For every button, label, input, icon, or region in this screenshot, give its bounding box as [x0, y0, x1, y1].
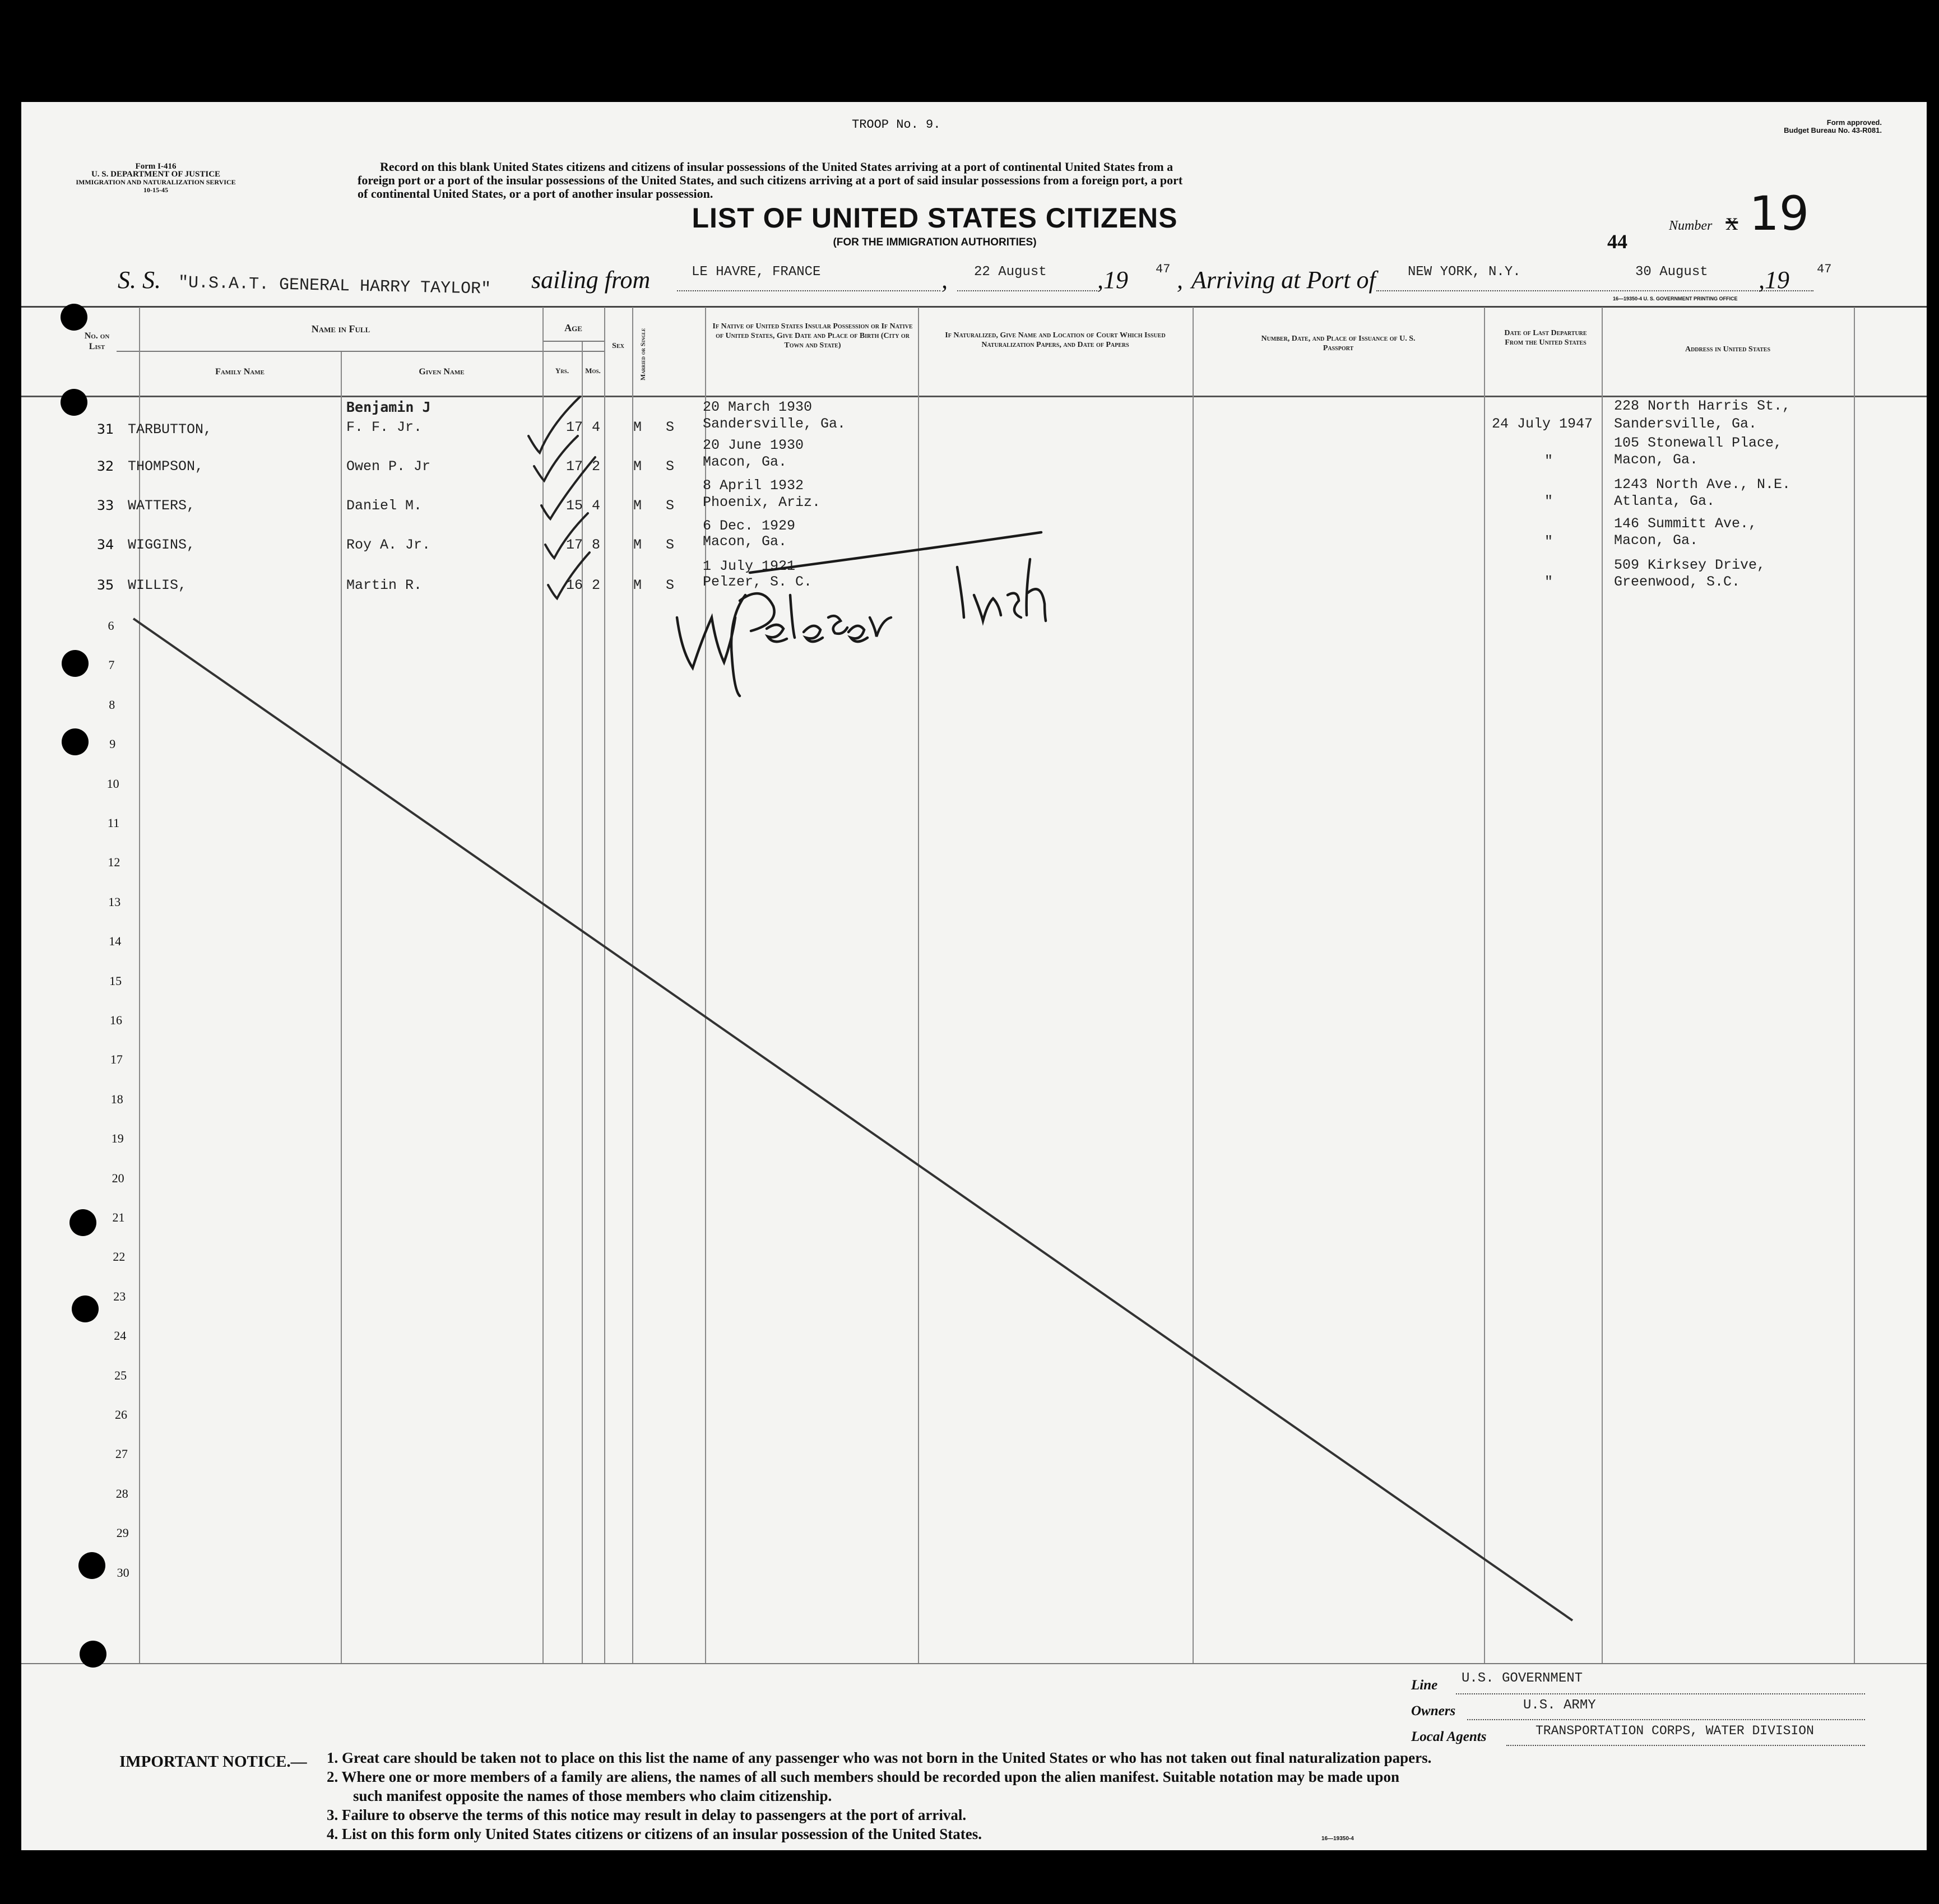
col-passport: Number, Date, and Place of Issuance of U. S. Passport — [1261, 335, 1416, 352]
address-line-2: Macon, Ga. — [1614, 532, 1699, 549]
family-name: WATTERS, — [128, 498, 196, 514]
birth-place: Macon, Ga. — [703, 454, 787, 470]
col-age: Age — [564, 322, 582, 333]
row-number: 15 — [109, 973, 122, 988]
family-name: TARBUTTON, — [128, 421, 212, 438]
departure-date: 22 August — [974, 264, 1047, 280]
row-number: 26 — [115, 1408, 127, 1422]
age-months: 4 — [592, 419, 601, 435]
notice-item-2-cont: such manifest opposite the names of those members who claim citizenship. — [353, 1787, 832, 1804]
row-number: 32 — [96, 458, 114, 474]
binder-hole — [62, 728, 89, 755]
row-number: 35 — [96, 577, 114, 593]
last-departure: " — [1544, 493, 1553, 509]
family-name: THOMPSON, — [128, 458, 204, 475]
marital-status: S — [666, 498, 675, 514]
service-name: IMMIGRATION AND NATURALIZATION SERVICE — [76, 178, 236, 186]
col-yrs: Yrs. — [555, 366, 569, 375]
sex: M — [633, 537, 642, 553]
row-number: 31 — [96, 421, 114, 437]
col-mos: Mos. — [585, 366, 601, 375]
age-months: 4 — [592, 498, 601, 514]
row-number: 11 — [107, 816, 120, 830]
form-title: LIST OF UNITED STATES CITIZENS — [692, 202, 1178, 234]
department-name: U. S. DEPARTMENT OF JUSTICE — [91, 170, 221, 179]
birth-date: 6 Dec. 1929 — [703, 518, 796, 534]
row-number: 7 — [108, 658, 115, 672]
handwritten-number: 19 — [1749, 186, 1810, 241]
list-number: Number x 19 — [1669, 186, 1810, 241]
footer-code: 16—19350-4 — [1321, 1836, 1354, 1842]
col-naturalized: If Naturalized, Give Name and Location of Court Which Issued Naturalization Papers, and Date of Papers — [945, 331, 1166, 349]
notice-item-1: 1. Great care should be taken not to place on this list the name of any passenger who was not born in the United States or who has not taken out final naturalization papers. — [327, 1749, 1432, 1766]
age-years: 17 — [566, 458, 583, 475]
given-name: Martin R. — [346, 577, 423, 593]
age-years: 15 — [566, 498, 583, 514]
birth-place: Phoenix, Ariz. — [703, 494, 821, 510]
age-years: 16 — [566, 577, 583, 593]
row-number: 16 — [110, 1013, 122, 1027]
port-from: LE HAVRE, FRANCE — [692, 264, 821, 280]
given-name-correction: Benjamin J — [346, 399, 431, 415]
row-number: 9 — [109, 737, 116, 751]
departure-year: 47 — [1156, 262, 1171, 276]
arrival-date: 30 August — [1635, 264, 1708, 280]
row-number: 29 — [116, 1526, 129, 1540]
marital-status: S — [666, 537, 675, 553]
arrival-year: 47 — [1817, 262, 1832, 276]
notice-item-4: 4. List on this form only United States citizens or citizens of an insular possession of the United States. — [327, 1826, 982, 1842]
col-native-birth: If Native of United States Insular Possession or If Native of United States, Give Date and Place of Birth (City or Town and State) — [712, 322, 913, 350]
birth-date: 20 June 1930 — [703, 437, 804, 453]
check-mark-icon — [541, 457, 595, 519]
notice-title: IMPORTANT NOTICE.— — [119, 1753, 307, 1771]
printing-office: 16—19350-4 U. S. GOVERNMENT PRINTING OFFICE — [1613, 296, 1738, 301]
row-number: 22 — [113, 1250, 126, 1264]
page-number: 44 — [1607, 230, 1627, 253]
binder-hole — [78, 1552, 105, 1579]
col-no-on-list: No. on List — [84, 331, 110, 351]
age-months: 2 — [592, 458, 601, 475]
form-approved-note: Form approved. Budget Bureau No. 43-R081. — [1784, 118, 1882, 134]
given-name: Roy A. Jr. — [346, 537, 431, 553]
col-family-name: Family Name — [215, 367, 265, 377]
address-line-1: 509 Kirksey Drive, — [1614, 557, 1766, 573]
local-agents-value: TRANSPORTATION CORPS, WATER DIVISION — [1536, 1724, 1814, 1738]
address-line-2: Macon, Ga. — [1614, 452, 1699, 468]
binder-hole — [69, 1209, 96, 1236]
notice-item-3: 3. Failure to observe the terms of this notice may result in delay to passengers at the port of arrival. — [327, 1807, 967, 1823]
birth-date: 8 April 1932 — [703, 477, 804, 494]
given-name: Daniel M. — [346, 498, 423, 514]
sex: M — [633, 458, 642, 475]
row-number: 18 — [110, 1092, 123, 1106]
birth-place: Pelzer, S. C. — [703, 574, 813, 590]
line-label: Line — [1411, 1678, 1438, 1693]
sailing-from-label: sailing from — [531, 266, 651, 294]
birth-place: Macon, Ga. — [703, 533, 787, 550]
row-number: 10 — [106, 776, 119, 791]
address-line-1: 105 Stonewall Place, — [1614, 435, 1783, 451]
marital-status: S — [666, 419, 675, 435]
family-name: WILLIS, — [128, 577, 187, 593]
binder-hole — [80, 1641, 106, 1668]
troop-number: TROOP No. 9. — [852, 118, 941, 132]
address-line-2: Greenwood, S.C. — [1614, 574, 1741, 590]
marital-status: S — [666, 577, 675, 593]
age-months: 2 — [592, 577, 601, 593]
age-years: 17 — [566, 419, 583, 435]
sex: M — [633, 498, 642, 514]
binder-hole — [72, 1295, 99, 1322]
row-number: 24 — [114, 1329, 127, 1343]
row-number: 13 — [108, 894, 121, 909]
birth-date: 1 July 1921 — [703, 558, 796, 574]
family-name: WIGGINS, — [128, 537, 196, 553]
owners-label: Owners — [1411, 1703, 1456, 1719]
ss-label: S. S. — [118, 266, 161, 294]
row-number: 6 — [108, 619, 114, 633]
col-address: Address in United States — [1685, 345, 1771, 354]
birth-place: Sandersville, Ga. — [703, 416, 846, 432]
cancel-line — [133, 619, 1572, 1620]
check-mark-icon — [528, 397, 580, 453]
row-number: 21 — [112, 1210, 125, 1224]
address-line-1: 146 Summitt Ave., — [1614, 516, 1757, 532]
birth-date: 20 March 1930 — [703, 399, 813, 415]
col-sex: Sex — [612, 342, 624, 350]
row-number: 30 — [117, 1565, 129, 1580]
owners-value: U.S. ARMY — [1523, 1698, 1596, 1713]
address-line-1: 1243 North Ave., N.E. — [1614, 476, 1791, 493]
row-number: 14 — [109, 934, 122, 949]
handwritten-marks — [21, 102, 1927, 1850]
port-to: NEW YORK, N.Y. — [1408, 264, 1521, 280]
binder-hole — [61, 389, 87, 416]
row-number: 20 — [112, 1171, 124, 1185]
manifest-sheet: TROOP No. 9. Form approved. Budget Bureau No. 43-R081. Form I-416 U. S. DEPARTMENT OF JUSTICE IMMIGRATION AND NATURALIZATION SERVICE 10-15-45 Record on this blank United States citizens and citizens of insular possessions of the United States arriving at a port of continental United States from a foreign port or a port of the insular possessions of the United States, and such citizens arriving at a port of said insular possessions from a foreign port, a port of continental United States, or a port of another insular possession. LIST OF UNITED STATES CITIZENS (FOR THE IMMIGRATION AUTHORITIES) Number x 19 44 S. S. "U.S.A.T. GENERAL HARRY TAYLOR" sailing from LE HAVRE, FRANCE , 22 August ,19 47 , Arriving at Port of NEW YORK, N.Y. 30 August ,19 47 16—19350-4 U. S. GOVERNMENT PRINTING OFFICE No. on List Name in Full Family Name Given Name Age Yrs. Mos. Sex Married or Single If Native of United States Insular Possession or If Native of United States, Give Date and Place of Birth (City or Town and State) If Naturalized, Give Name and Location of Court Which Issued Naturalization Papers, and Date of Papers Number, Date, and Place of Issuance of U. S. Passport Date of Last Departure From the United States Address in United States 31 TARBUTTON, Benjamin J F. F. Jr. 17 4 M S 20 March 1930 Sandersville, Ga. 24 July 1947 228 North Harris St., Sandersville, Ga. 32 THOMPSON, Owen P. Jr 17 2 M S 20 June 1930 Macon, Ga. " 105 Stonewall Place, Macon, Ga. 33 WATTERS, Daniel M. 15 4 M S 8 April 1932 Phoenix, Ariz. " 1243 North Ave., N.E. Atlanta, Ga. 34 WIGGINS, Roy A. Jr. 17 8 M S 6 Dec. 1929 Macon, Ga. " 146 Summitt Ave., Macon, Ga. 35 WILLIS, Martin R. 16 2 M S 1 July 1921 Pelzer, S. C. " 509 Kirksey Drive, Greenwood, S.C. 6 7 8 9 10 11 12 13 14 15 16 17 18 19 20 21 22 23 24 25 26 27 28 29 30 Line U.S. GOVERNMENT Owners U.S. ARMY Local Agents TRANSPORTATION CORPS, WATER DIVISION IMPORTANT NOTICE.— 1. Great care should be taken not to place on this list the name of any passenger who was not born in the United States or who has not taken out final naturalization papers. 2. Where one or more members of a family are aliens, the names of all such members should be recorded upon the alien manifest. Suitable notation may be made upon such manifest opposite the names of those members who claim citizenship. 3. Failure to observe the terms of this notice may result in delay to passengers at the port of arrival. 4. List on this form only United States citizens or citizens of an insular possession of the United States. 16—19350-4 — [21, 102, 1927, 1850]
form-subtitle: (FOR THE IMMIGRATION AUTHORITIES) — [833, 236, 1037, 248]
arriving-label: Arriving at Port of — [1191, 266, 1376, 294]
given-name: Owen P. Jr — [346, 458, 431, 475]
col-given-name: Given Name — [419, 367, 465, 377]
check-marks — [528, 397, 595, 598]
row-number: 12 — [108, 855, 120, 870]
row-number: 33 — [96, 498, 114, 513]
notice-item-2: 2. Where one or more members of a family are aliens, the names of all such members should be recorded upon the alien manifest. Suitable notation may be made upon — [327, 1768, 1399, 1785]
row-number: 8 — [109, 697, 115, 712]
last-departure: " — [1544, 533, 1553, 550]
check-mark-icon — [545, 513, 588, 558]
row-number: 17 — [110, 1052, 123, 1067]
last-departure: " — [1544, 574, 1553, 590]
form-date: 10-15-45 — [143, 186, 168, 194]
row-number: 25 — [114, 1368, 127, 1382]
row-number: 34 — [96, 537, 114, 552]
given-name: F. F. Jr. — [346, 419, 423, 435]
col-married-single: Married or Single — [639, 328, 647, 380]
binder-hole — [61, 304, 87, 331]
marital-status: S — [666, 458, 675, 475]
last-departure: 24 July 1947 — [1492, 416, 1593, 432]
line-value: U.S. GOVERNMENT — [1462, 1671, 1583, 1686]
local-agents-label: Local Agents — [1411, 1729, 1487, 1744]
struck-number: x — [1725, 208, 1738, 235]
address-line-2: Atlanta, Ga. — [1614, 493, 1715, 509]
sex: M — [633, 577, 642, 593]
row-number: 27 — [115, 1447, 128, 1461]
address-line-1: 228 North Harris St., — [1614, 398, 1791, 414]
age-months: 8 — [592, 537, 601, 553]
col-last-departure: Date of Last Departure From the United States — [1504, 329, 1587, 347]
binder-hole — [62, 650, 89, 677]
last-departure: " — [1544, 453, 1553, 469]
ship-name: "U.S.A.T. GENERAL HARRY TAYLOR" — [178, 273, 491, 299]
address-line-2: Sandersville, Ga. — [1614, 416, 1757, 432]
row-number: 19 — [111, 1131, 124, 1146]
age-years: 17 — [566, 537, 583, 553]
row-number: 28 — [115, 1486, 128, 1501]
form-instructions: Record on this blank United States citizens and citizens of insular possessions of the United States arriving at a port of continental United States from a foreign port or a port of the insular possessions of the United States, and such citizens arriving at a port of said insular possessions from a foreign port, a port of continental United States, or a port of another insular possession. — [358, 160, 1183, 201]
check-mark-icon — [534, 436, 578, 481]
row-number: 23 — [113, 1289, 126, 1303]
inspector-signature-icon — [677, 532, 1046, 696]
col-name-in-full: Name in Full — [311, 323, 370, 335]
sex: M — [633, 419, 642, 435]
form-number: Form I-416 — [135, 162, 177, 171]
